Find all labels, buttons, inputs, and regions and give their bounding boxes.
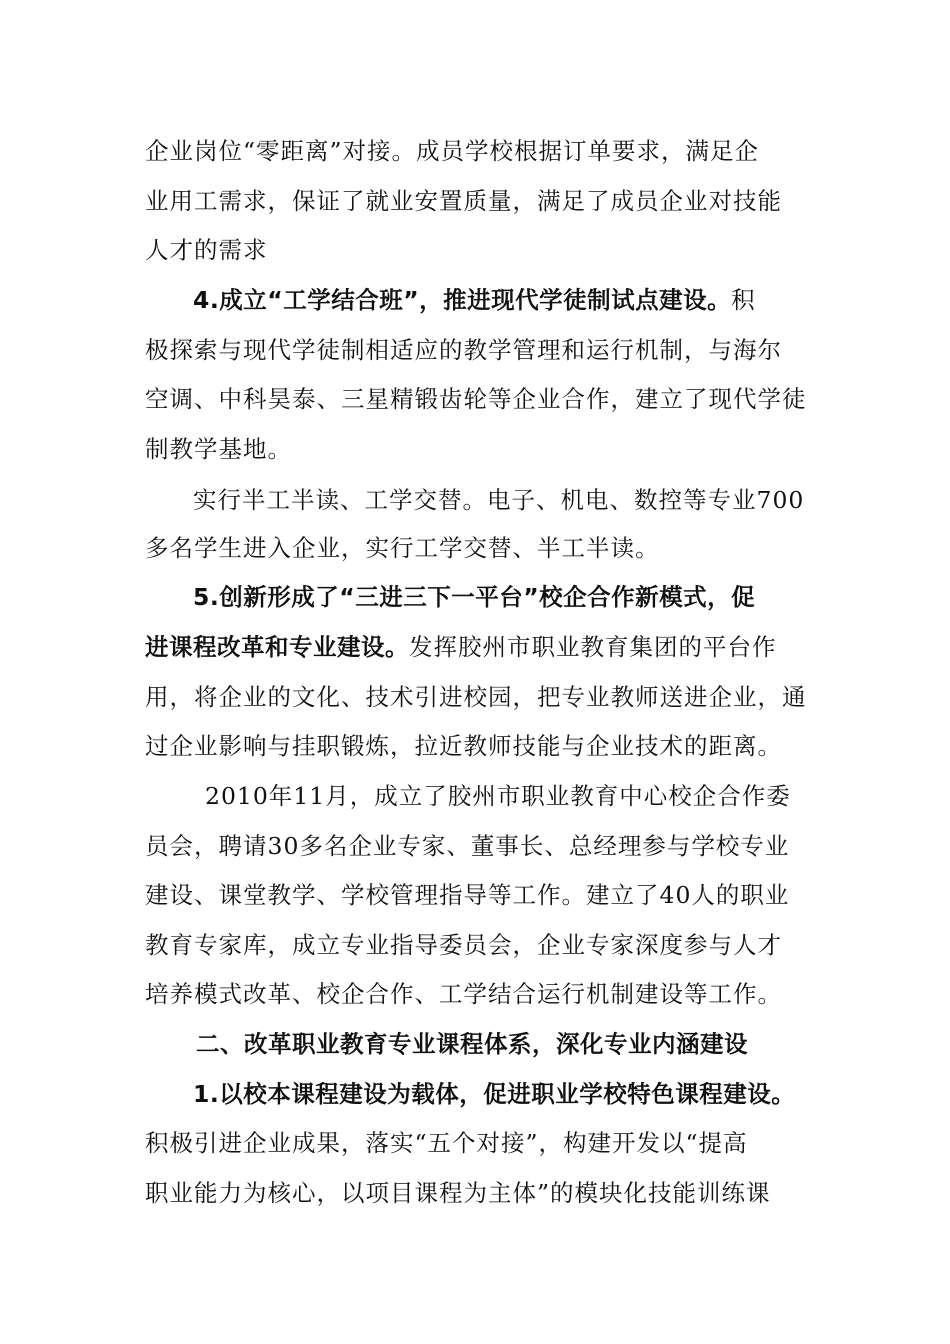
item-5-heading-cont: 进课程改革和专业建设。 <box>145 633 409 661</box>
paragraph-line: 业用工需求，保证了就业安置质量，满足了成员企业对技能 <box>145 187 782 215</box>
paragraph-line: 过企业影响与挂职锻炼，拉近教师技能与企业技术的距离。 <box>145 732 782 760</box>
paragraph-line: 2010年11月，成立了胶州市职业教育中心校企合作委 <box>205 782 791 810</box>
paragraph-line: 教育专家库，成立专业指导委员会，企业专家深度参与人才 <box>145 931 782 959</box>
paragraph-line: 职业能力为核心，以项目课程为主体”的模块化技能训练课 <box>145 1179 771 1207</box>
paragraph-line: 建设、课堂教学、学校管理指导等工作。建立了40人的职业 <box>145 881 790 909</box>
paragraph-line: 极探索与现代学徒制相适应的教学管理和运行机制，与海尔 <box>145 336 782 364</box>
paragraph-line: 积极引进企业成果，落实“五个对接”，构建开发以“提高 <box>145 1129 748 1157</box>
section-item-4 <box>193 285 756 315</box>
paragraph-line: 空调、中科昊泰、三星精锻齿轮等企业合作，建立了现代学徒 <box>145 385 807 413</box>
paragraph-line: 培养模式改革、校企合作、工学结合运行机制建设等工作。 <box>145 980 782 1008</box>
paragraph-line: 企业岗位“零距离”对接。成员学校根据订单要求，满足企 <box>145 137 760 165</box>
paragraph-line: 制教学基地。 <box>145 435 292 463</box>
item-5-text-start: 发挥胶州市职业教育集团的平台作 <box>409 633 777 661</box>
item-4-heading: 4.成立“工学结合班”，推进现代学徒制试点建设。 <box>193 286 732 314</box>
section-item-5 <box>145 632 777 662</box>
paragraph-line: 实行半工半读、工学交替。电子、机电、数控等专业700 <box>193 486 805 514</box>
item-1-heading: 1.以校本课程建设为载体，促进职业学校特色课程建设。 <box>193 1080 796 1108</box>
item-4-text-start: 积 <box>731 286 756 314</box>
paragraph-line: 多名学生进入企业，实行工学交替、半工半读。 <box>145 534 660 562</box>
paragraph-line: 员会，聘请30多名企业专家、董事长、总经理参与学校专业 <box>145 832 790 860</box>
section-heading-2: 二、改革职业教育专业课程体系，深化专业内涵建设 <box>196 1030 748 1058</box>
paragraph-line: 人才的需求 <box>145 236 268 264</box>
item-5-heading: 5.创新形成了“三进三下一平台”校企合作新模式，促 <box>193 583 756 611</box>
paragraph-line: 用，将企业的文化、技术引进校园，把专业教师送进企业，通 <box>145 683 807 711</box>
